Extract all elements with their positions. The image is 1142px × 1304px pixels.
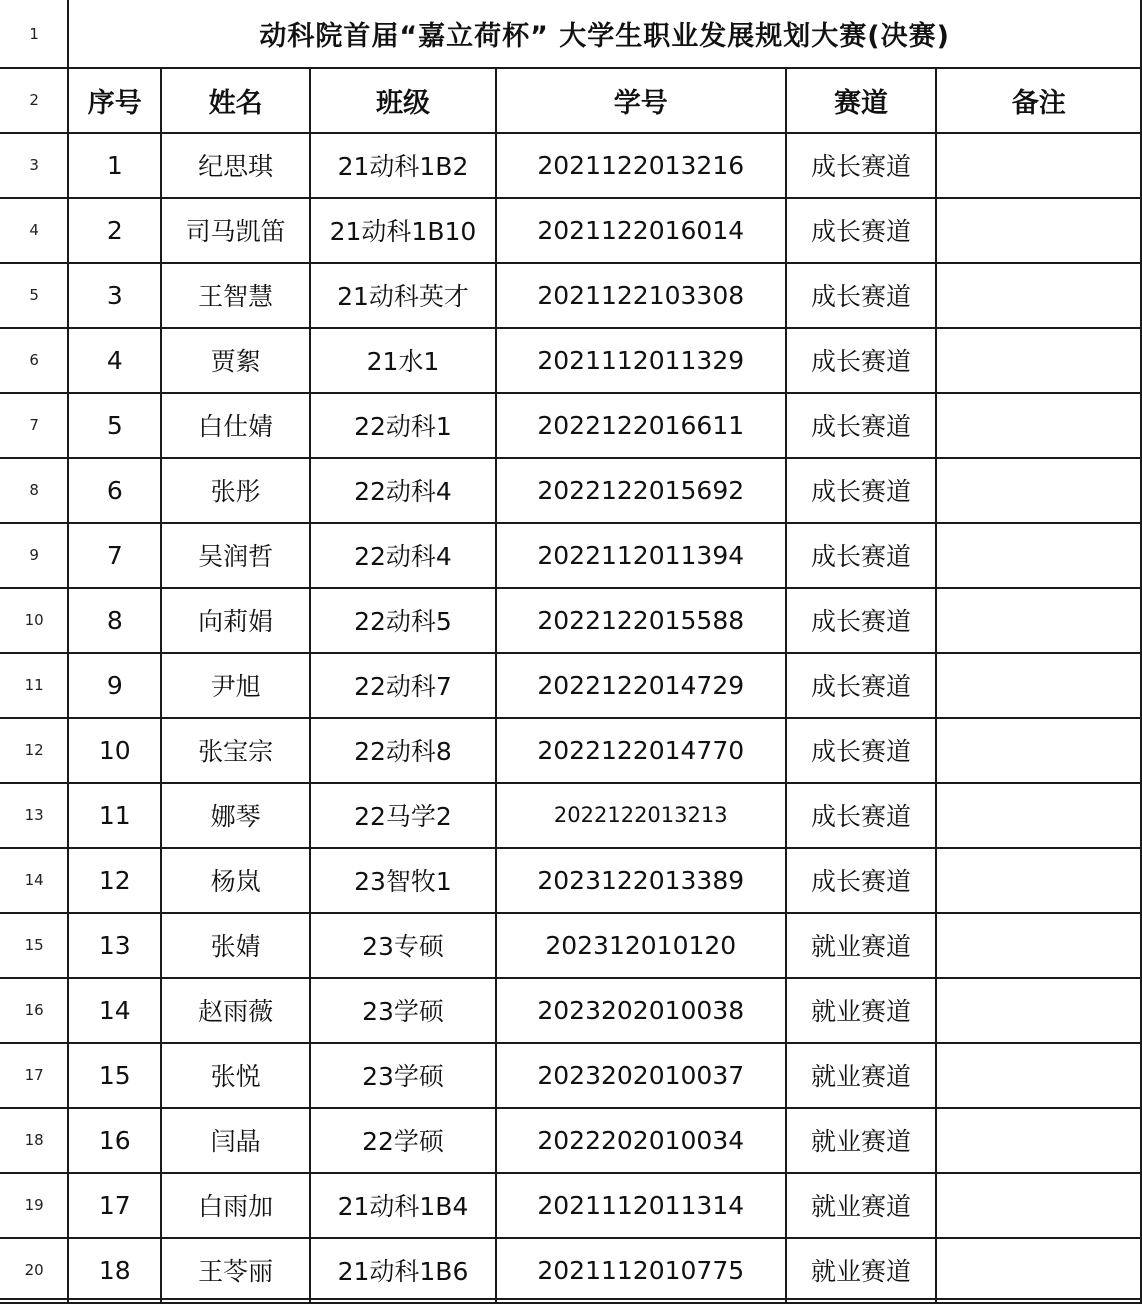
table-row [1,783,1142,848]
cell-name[interactable]: 吴润哲 [161,523,310,588]
cell-track[interactable]: 成长赛道 [786,588,937,653]
cell-class[interactable]: 21动科1B4 [310,1173,496,1238]
cell-track[interactable]: 成长赛道 [786,133,937,198]
cell-track[interactable]: 成长赛道 [786,458,937,523]
cell-name[interactable]: 司马凯笛 [161,198,310,263]
table-row [1,133,1142,198]
table-row [1,1238,1142,1303]
cell-name[interactable]: 向莉娟 [161,588,310,653]
cell-track[interactable]: 成长赛道 [786,718,937,783]
row-number[interactable]: 5 [1,263,69,328]
cell-seq[interactable]: 17 [68,1173,161,1238]
table-row [1,523,1142,588]
cell-track[interactable]: 成长赛道 [786,263,937,328]
cell-name[interactable]: 贾絮 [161,328,310,393]
cell-seq[interactable]: 14 [68,978,161,1043]
cell-seq[interactable]: 8 [68,588,161,653]
table-row [1,1173,1142,1238]
cell-name[interactable]: 张婧 [161,913,310,978]
cell-student-id[interactable]: 2021112011314 [496,1173,786,1238]
cell-seq[interactable]: 12 [68,848,161,913]
cell-track[interactable]: 就业赛道 [786,1043,937,1108]
cell-note[interactable] [936,718,1141,783]
cell-seq[interactable]: 2 [68,198,161,263]
cell-note[interactable] [936,458,1141,523]
row-number[interactable]: 8 [1,458,69,523]
cell-class[interactable]: 23智牧1 [310,848,496,913]
row-number[interactable]: 2 [1,68,69,133]
cell-name[interactable]: 纪思琪 [161,133,310,198]
table-row [1,718,1142,783]
table-row [1,978,1142,1043]
cell-student-id[interactable]: 2022122016611 [496,393,786,458]
cell-student-id[interactable]: 2022122015588 [496,588,786,653]
table-row [1,1108,1142,1173]
row-number[interactable]: 12 [1,718,69,783]
cell-class[interactable]: 22动科1 [310,393,496,458]
cell-track[interactable]: 成长赛道 [786,653,937,718]
row-number[interactable]: 7 [1,393,69,458]
table-row [1,848,1142,913]
header-row [1,68,1142,133]
cell-seq[interactable]: 11 [68,783,161,848]
cell-student-id[interactable]: 2021122103308 [496,263,786,328]
row-number[interactable]: 1 [1,1,69,68]
table-title[interactable]: 动科院首届“嘉立荷杯” 大学生职业发展规划大赛(决赛) [68,1,1141,68]
header-note[interactable]: 备注 [936,68,1141,133]
cell-track[interactable]: 就业赛道 [786,913,937,978]
table-row [1,393,1142,458]
cell-note[interactable] [936,653,1141,718]
cell-class[interactable]: 21动科1B2 [310,133,496,198]
cell-seq[interactable]: 9 [68,653,161,718]
cell-note[interactable] [936,263,1141,328]
cell-seq[interactable]: 18 [68,1238,161,1303]
cell-student-id[interactable]: 2022122014729 [496,653,786,718]
row-number[interactable]: 4 [1,198,69,263]
cell-class[interactable]: 22动科7 [310,653,496,718]
cell-class[interactable]: 23专硕 [310,913,496,978]
row-number[interactable]: 19 [1,1173,69,1238]
header-name[interactable]: 姓名 [161,68,310,133]
table-row [1,653,1142,718]
table-row [1,328,1142,393]
cell-name[interactable]: 尹旭 [161,653,310,718]
cell-track[interactable]: 成长赛道 [786,198,937,263]
row-number[interactable]: 10 [1,588,69,653]
cell-note[interactable] [936,913,1141,978]
cell-track[interactable]: 就业赛道 [786,1108,937,1173]
header-student-id[interactable]: 学号 [496,68,786,133]
cell-student-id[interactable]: 2021112010775 [496,1238,786,1303]
cell-name[interactable]: 白雨加 [161,1173,310,1238]
cell-student-id[interactable]: 2022122013213 [496,783,786,848]
table-row [1,458,1142,523]
cell-seq[interactable]: 5 [68,393,161,458]
cell-note[interactable] [936,588,1141,653]
row-number[interactable]: 14 [1,848,69,913]
cell-student-id[interactable]: 2023202010037 [496,1043,786,1108]
cell-class[interactable]: 22动科4 [310,458,496,523]
cell-class[interactable]: 21水1 [310,328,496,393]
cell-name[interactable]: 娜琴 [161,783,310,848]
cell-seq[interactable]: 1 [68,133,161,198]
cell-class[interactable]: 22动科8 [310,718,496,783]
table-row [1,1043,1142,1108]
cell-track[interactable]: 成长赛道 [786,523,937,588]
cell-name[interactable]: 王智慧 [161,263,310,328]
cell-student-id[interactable]: 2021122016014 [496,198,786,263]
cell-class[interactable]: 23学硕 [310,978,496,1043]
cell-class[interactable]: 21动科1B6 [310,1238,496,1303]
header-class[interactable]: 班级 [310,68,496,133]
cell-note[interactable] [936,1173,1141,1238]
cell-seq[interactable]: 13 [68,913,161,978]
header-seq[interactable]: 序号 [68,68,161,133]
next-row-border [0,1298,1142,1304]
row-number[interactable]: 6 [1,328,69,393]
table-row [1,263,1142,328]
cell-student-id[interactable]: 2022202010034 [496,1108,786,1173]
cell-note[interactable] [936,1108,1141,1173]
cell-name[interactable]: 赵雨薇 [161,978,310,1043]
cell-seq[interactable]: 15 [68,1043,161,1108]
cell-note[interactable] [936,198,1141,263]
title-row [1,1,1142,68]
row-number[interactable]: 20 [1,1238,69,1303]
cell-track[interactable]: 就业赛道 [786,978,937,1043]
cell-seq[interactable]: 4 [68,328,161,393]
row-number[interactable]: 18 [1,1108,69,1173]
header-track[interactable]: 赛道 [786,68,937,133]
cell-note[interactable] [936,393,1141,458]
cell-track[interactable]: 成长赛道 [786,393,937,458]
cell-note[interactable] [936,1238,1141,1303]
row-number[interactable]: 11 [1,653,69,718]
cell-class[interactable]: 22动科4 [310,523,496,588]
cell-seq[interactable]: 3 [68,263,161,328]
row-number[interactable]: 17 [1,1043,69,1108]
cell-note[interactable] [936,133,1141,198]
row-number[interactable]: 9 [1,523,69,588]
cell-student-id[interactable]: 2023122013389 [496,848,786,913]
cell-name[interactable]: 张悦 [161,1043,310,1108]
cell-track[interactable]: 成长赛道 [786,848,937,913]
cell-note[interactable] [936,523,1141,588]
cell-student-id[interactable]: 2022122014770 [496,718,786,783]
cell-student-id[interactable]: 2021112011329 [496,328,786,393]
row-number[interactable]: 13 [1,783,69,848]
cell-class[interactable]: 22动科5 [310,588,496,653]
cell-seq[interactable]: 7 [68,523,161,588]
cell-name[interactable]: 王苓丽 [161,1238,310,1303]
cell-name[interactable]: 杨岚 [161,848,310,913]
row-number[interactable]: 16 [1,978,69,1043]
cell-track[interactable]: 就业赛道 [786,1173,937,1238]
cell-track[interactable]: 成长赛道 [786,783,937,848]
cell-class[interactable]: 23学硕 [310,1043,496,1108]
cell-seq[interactable]: 10 [68,718,161,783]
cell-note[interactable] [936,783,1141,848]
cell-student-id[interactable]: 202312010120 [496,913,786,978]
cell-student-id[interactable]: 2022122015692 [496,458,786,523]
cell-class[interactable]: 21动科1B10 [310,198,496,263]
cell-name[interactable]: 闫晶 [161,1108,310,1173]
cell-note[interactable] [936,1043,1141,1108]
cell-class[interactable]: 22学硕 [310,1108,496,1173]
table-row [1,913,1142,978]
cell-seq[interactable]: 16 [68,1108,161,1173]
cell-note[interactable] [936,978,1141,1043]
cell-seq[interactable]: 6 [68,458,161,523]
cell-class[interactable]: 22马学2 [310,783,496,848]
cell-name[interactable]: 张彤 [161,458,310,523]
cell-track[interactable]: 就业赛道 [786,1238,937,1303]
cell-name[interactable]: 张宝宗 [161,718,310,783]
table-row [1,588,1142,653]
cell-class[interactable]: 21动科英才 [310,263,496,328]
cell-student-id[interactable]: 2021122013216 [496,133,786,198]
row-number[interactable]: 15 [1,913,69,978]
cell-student-id[interactable]: 2023202010038 [496,978,786,1043]
cell-note[interactable] [936,328,1141,393]
row-number[interactable]: 3 [1,133,69,198]
cell-name[interactable]: 白仕婧 [161,393,310,458]
cell-note[interactable] [936,848,1141,913]
cell-student-id[interactable]: 2022112011394 [496,523,786,588]
cell-track[interactable]: 成长赛道 [786,328,937,393]
table-row [1,198,1142,263]
